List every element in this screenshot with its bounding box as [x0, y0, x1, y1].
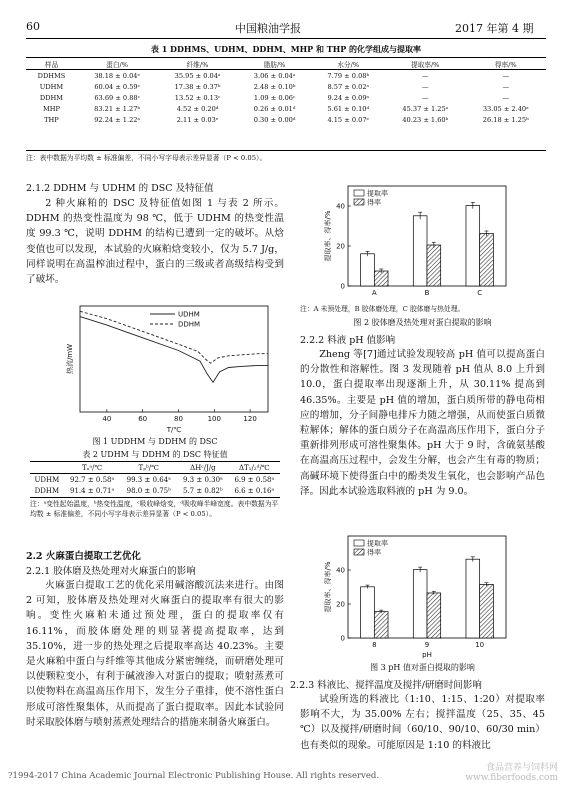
copyright-footer: ?1994-2017 China Academic Journal Electronic Publishing House. All rights reserved.: [8, 771, 380, 781]
bar-extraction: [466, 559, 480, 638]
y-tick-label: 20: [336, 600, 345, 609]
table2-cell: 98.0 ± 0.75ᵇ: [126, 486, 171, 495]
table1-cell: 9.24 ± 0.09ᵃ: [327, 93, 370, 102]
issue-label: 2017 年第 4 期: [455, 22, 534, 35]
y-tick-label: 0: [340, 634, 345, 643]
table1-cell: 3.06 ± 0.04ᵃ: [253, 71, 296, 80]
table1-header: 纤维/%: [186, 60, 209, 69]
figure2-bar-chart: [318, 180, 518, 300]
table1-bottom-rule: [26, 150, 546, 151]
figure1-dsc-chart: [58, 300, 278, 435]
table2-cell: 9.3 ± 0.30ᵃ: [183, 475, 223, 484]
table2-cell: 99.3 ± 0.64ᵃ: [126, 475, 171, 484]
legend-label: 得率: [367, 548, 381, 557]
table1-cell: 33.05 ± 2.40ᵃ: [482, 104, 529, 113]
table1-header: 提取率/%: [411, 60, 440, 69]
table2-cell: 5.7 ± 0.82ᵇ: [182, 486, 223, 495]
table2-cell: 92.7 ± 0.58ᵃ: [70, 475, 115, 484]
figure3-bar-chart: [318, 530, 518, 660]
table1-cell: MHP: [42, 104, 60, 113]
x-tick-label: 120: [243, 415, 257, 423]
table2-row: [30, 485, 280, 496]
y-axis-label: 热流/mW: [66, 343, 74, 375]
table1-cell: 17.38 ± 0.37ᵇ: [174, 82, 221, 91]
x-tick-label: C: [477, 289, 483, 297]
table1-cell: —: [502, 71, 510, 80]
series-line-ddhm: [80, 311, 268, 363]
table1-header: 脂肪/%: [263, 60, 286, 69]
figure2-caption: 图 2 胶体磨及热处理对蛋白提取的影响: [353, 318, 492, 327]
table2-caption: 表 2 UDHM 与 DDHM 的 DSC 特征值: [82, 450, 228, 459]
section-2-2-1-title: 2.2.1 胶体磨及热处理对火麻蛋白的影响: [26, 566, 196, 577]
x-tick-label: 8: [372, 641, 377, 649]
table1-caption: 表 1 DDHMS、UDHM、DDHM、MHP 和 THP 的化学组成与提取率: [150, 44, 422, 54]
table2-cell: DDHM: [34, 486, 60, 495]
table1-cell: DDHMS: [37, 71, 66, 80]
x-tick-label: 100: [207, 415, 221, 423]
table1: [26, 58, 546, 125]
table1-header-row: [26, 58, 546, 70]
table1-cell: 13.52 ± 0.13ᶜ: [174, 93, 221, 102]
table1-cell: 4.52 ± 0.20ᵈ: [176, 104, 219, 113]
table1-cell: 40.23 ± 1.60ᵇ: [402, 115, 449, 124]
table1-cell: 35.95 ± 0.04ᵃ: [174, 71, 221, 80]
table1-row: [26, 70, 546, 82]
bar-extraction: [361, 254, 375, 286]
bar-yield: [427, 593, 441, 638]
paragraph: 火麻蛋白提取工艺的优化采用碱溶酸沉法来进行。由图 2 可知，胶体磨及热处理对火麻蛋白的提取率有很大的影响。变性火麻粕未通过预处理，蛋白的提取率仅有 16.11%，而胶体磨处理的则显著提高提取率，达到 35.10%，进一步的热处理之后提取率高达 40.23%。主要是火麻粕中蛋白与纤维等其他成分紧密缠绕，而研磨处理可以使颗粒变小，有利于碱液渗入对蛋白的提取；喷射蒸煮可以使物料在高温高压作用下，发生分子重排，使不溶性蛋白形成可溶性聚集体，从而提高了蛋白提取率。因此本试验同时采取胶体磨与喷射蒸煮处理结合的措施来制备火麻蛋白。: [26, 580, 284, 728]
table1-cell: 8.57 ± 0.02ᵃ: [327, 82, 370, 91]
x-axis-label: T/℃: [166, 426, 182, 434]
table2-header: ΔHᶜ/J/g: [190, 463, 216, 472]
watermark: 食品营养与饲料网 www.fiberfoods.com: [465, 763, 558, 783]
y-tick-label: 40: [336, 202, 345, 211]
table2-cell: 91.4 ± 0.71ᵃ: [70, 486, 115, 495]
table1-cell: 0.30 ± 0.00ᵈ: [253, 115, 296, 124]
x-tick-label: A: [371, 289, 377, 297]
section-2-2-2-text: [300, 347, 545, 499]
table1-cell: 2.48 ± 0.10ᵇ: [253, 82, 296, 91]
bar-extraction: [466, 206, 480, 286]
y-axis-label: 提取率、得率/%: [324, 561, 332, 613]
table1-cell: 63.69 ± 0.88ᶜ: [94, 93, 140, 102]
section-2-2-2-title: 2.2.2 料液 pH 值影响: [300, 335, 396, 346]
x-tick-label: 60: [138, 415, 148, 423]
table1-row: [26, 103, 546, 114]
table1-header: 蛋白/%: [106, 60, 128, 69]
table2-cell: UDHM: [34, 475, 60, 484]
legend-label: 提取率: [367, 189, 388, 198]
table1-row: [26, 114, 546, 125]
bar-extraction: [413, 216, 427, 286]
table1-cell: —: [422, 93, 429, 102]
table1-note: 注：表中数据为平均数 ± 标准偏差，不同小写字母表示差异显著（P < 0.05）。: [26, 154, 267, 162]
bar-yield: [374, 271, 388, 286]
x-tick-label: 80: [174, 415, 183, 423]
section-2-1-2-title: 2.1.2 DDHM 与 UDHM 的 DSC 及特征值: [26, 183, 214, 194]
header-rule: [26, 38, 546, 39]
journal-name: 中国粮油学报: [235, 22, 301, 35]
section-2-2-1-text: [26, 578, 284, 730]
x-tick-label: B: [424, 289, 430, 297]
table1-cell: THP: [44, 115, 59, 124]
table2-cell: 6.6 ± 0.16ᵃ: [234, 486, 275, 495]
legend-label: 提取率: [367, 539, 388, 548]
table2-header: Tₒᵃ/℃: [81, 463, 103, 472]
table1-cell: 7.79 ± 0.08ᵇ: [327, 71, 370, 80]
figure1-caption: 图 1 UDDHM 与 DDHM 的 DSC: [92, 437, 218, 446]
series-line-udhm: [80, 317, 268, 383]
plot-frame: [80, 306, 268, 412]
legend-label: DDHM: [178, 320, 201, 329]
table1-cell: DDHM: [39, 93, 63, 102]
table2-cell: 6.9 ± 0.58ᵃ: [234, 475, 275, 484]
table1-row: [26, 81, 546, 92]
figure3-caption: 图 3 pH 值对蛋白提取的影响: [370, 663, 475, 672]
y-tick-label: 20: [336, 242, 345, 251]
table2-header: ΔT₁/₂ᵈ/℃: [238, 463, 270, 472]
legend-swatch: [354, 199, 364, 205]
table1-cell: —: [502, 82, 510, 91]
legend-swatch: [354, 549, 364, 555]
section-2-2-title: 2.2 火麻蛋白提取工艺优化: [26, 551, 141, 562]
bar-yield: [480, 584, 494, 638]
figure2-note: 注：A 未预处理，B 胶体磨处理，C 胶体磨与热处理。: [300, 305, 465, 313]
table2-corner: [30, 462, 64, 474]
table1-cell: —: [422, 71, 429, 80]
table1-cell: —: [502, 93, 510, 102]
table1-cell: 45.37 ± 1.25ᵃ: [402, 104, 449, 113]
bar-yield: [480, 234, 494, 286]
section-2-2-3-title: 2.2.3 料液比、搅拌温度及搅拌/研磨时间影响: [290, 680, 482, 691]
table1-cell: 5.61 ± 0.10ᵈ: [327, 104, 370, 113]
y-axis-label: 提取率、得率/%: [324, 210, 332, 262]
table1-header: 水分/%: [337, 60, 360, 69]
table2: [30, 462, 280, 496]
table1-cell: 0.26 ± 0.01ᵈ: [253, 104, 296, 113]
section-2-2-3-text: [300, 692, 545, 753]
x-tick-label: 9: [424, 641, 430, 649]
x-axis-label: pH: [422, 651, 432, 659]
x-tick-label: 40: [102, 415, 112, 423]
table2-row: [30, 474, 280, 486]
table1-header: 样品: [44, 60, 59, 69]
page-number: 60: [26, 20, 40, 33]
table2-bottom-rule: [30, 497, 280, 498]
table1-row: [26, 92, 546, 103]
paragraph: 2 种火麻粕的 DSC 及特征值如图 1 与表 2 所示。DDHM 的热变性温度为 98 ℃，低于 UDHM 的热变性温度 99.3 ℃，说明 DDHM 的结构已遭到一定的破坏。从焓变值也可以发现，本试验的火麻粕焓变较小，仅为 5.7 J/g，同样说明在高温榨油过程中，蛋白的三级或者高级结构受到了破坏。: [26, 198, 284, 286]
table2-header-row: [30, 462, 280, 474]
y-tick-label: 0: [340, 282, 345, 291]
paragraph: Zheng 等[7]通过试验发现较高 pH 值可以提高蛋白的分散性和溶解性。图 3 发现随着 pH 值从 8.0 上升到 10.0，蛋白提取率出现逐渐上升，从 30.11% 提高到 46.35%。主要是 pH 值的增加，蛋白质所带的静电荷相应的增加，分子间静电排斥力随之增强，从而使蛋白质微粒解体；解体的蛋白质分子在高温高压作用下，蛋白分子重新排列形成可溶性聚集体。pH 大于 9 时，含硫氨基酸在高温高压过程中，会发生分解，也会产生有毒的物质；高碱环境下使得蛋白中的酚类发生氧化，也会影响产品色泽。因此本试验选取料液的 pH 为 9.0。: [300, 349, 545, 497]
table1-cell: 2.11 ± 0.03ᵉ: [176, 115, 219, 124]
table1-cell: 83.21 ± 1.27ᵇ: [94, 104, 141, 113]
legend-label: 得率: [367, 198, 381, 207]
x-tick-label: 10: [475, 641, 485, 649]
legend-swatch: [354, 190, 364, 196]
bar-yield: [374, 612, 388, 638]
table1-cell: 4.15 ± 0.07ᵉ: [327, 115, 370, 124]
bar-extraction: [361, 587, 375, 638]
bar-extraction: [413, 570, 427, 638]
paragraph: 试验所选的料液比（1:10、1:15、1:20）对提取率影响不大，为 35.00% 左右；搅拌温度（25、35、45 ℃）以及搅拌/研磨时间（60/10、90/10、60/30 min）也有类似的现象。可能原因是 1:10 的料液比: [300, 694, 545, 751]
table1-cell: 38.18 ± 0.04ᵉ: [94, 71, 141, 80]
y-tick-label: 40: [336, 566, 345, 575]
bar-yield: [427, 245, 441, 286]
table2-note: 注：ᵃ变性起始温度，ᵇ热变性温度，ᶜ吸收峰焓变，ᵈ吸收峰半峰宽度。表中数据为平均数 ± 标准偏差，不同小写字母表示差异显著（P < 0.05）。: [30, 500, 279, 518]
section-2-1-2-text: [26, 196, 284, 287]
table1-header: 得率/%: [494, 60, 517, 69]
table1-cell: UDHM: [39, 82, 64, 91]
table1-cell: 60.04 ± 0.59ᶜ: [94, 82, 140, 91]
legend-swatch: [354, 540, 364, 546]
table1-cell: 1.09 ± 0.06ᶜ: [253, 93, 296, 102]
table2-header: Tₚᵇ/℃: [138, 463, 159, 472]
table1-cell: —: [422, 82, 429, 91]
table1-cell: 92.24 ± 1.22ᵃ: [94, 115, 141, 124]
legend-label: UDHM: [178, 310, 200, 319]
table1-cell: 26.18 ± 1.25ᵇ: [482, 115, 529, 124]
